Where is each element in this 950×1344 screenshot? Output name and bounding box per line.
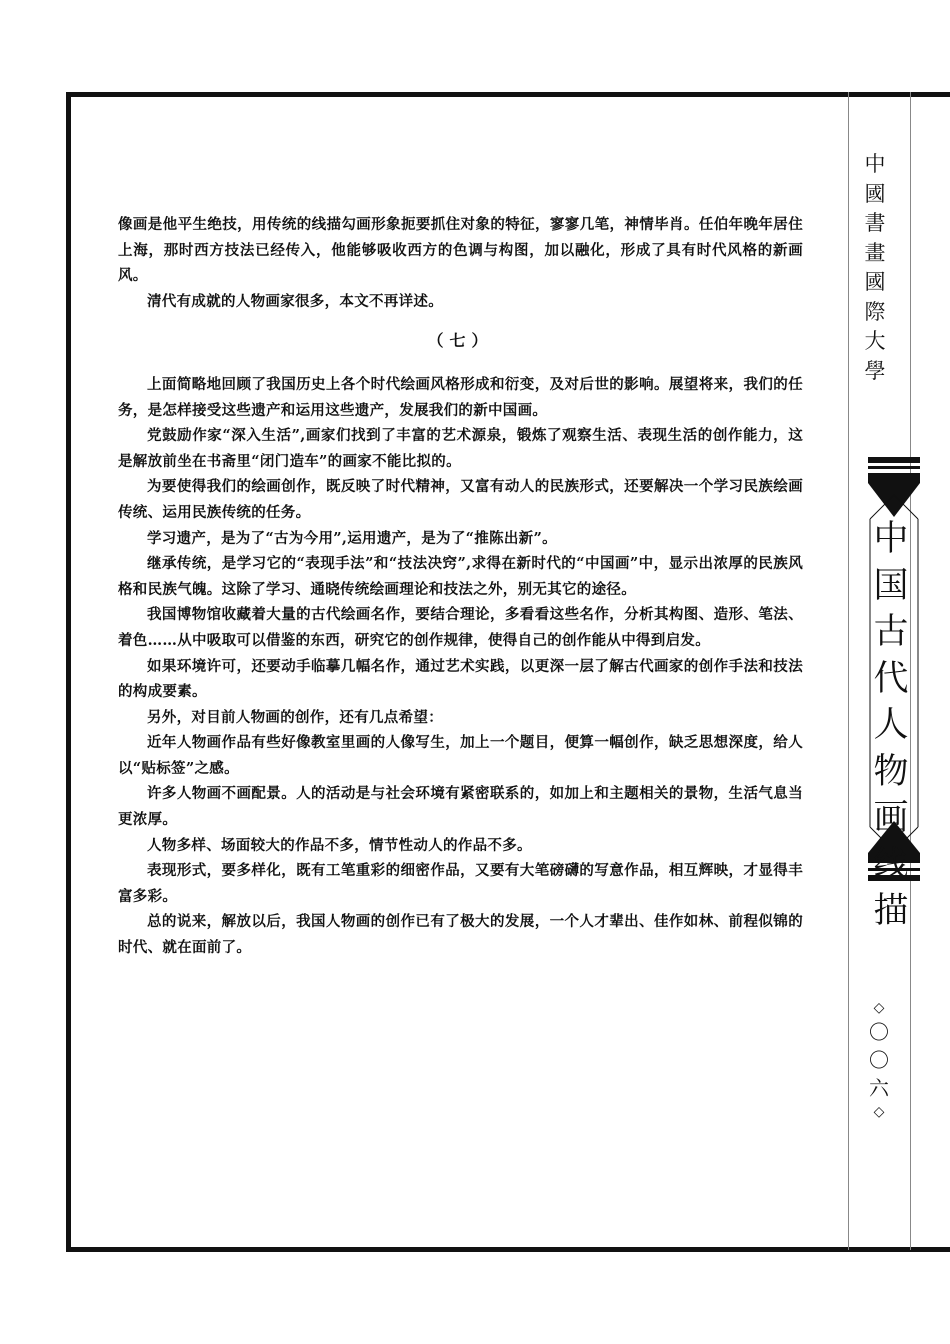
brand-char: 國 bbox=[864, 181, 886, 206]
page-frame-top-border bbox=[66, 92, 950, 97]
title-char: 中 bbox=[873, 519, 909, 559]
main-text-body bbox=[118, 212, 803, 961]
publisher-brand-vertical bbox=[858, 150, 892, 386]
brand-char: 中 bbox=[864, 152, 886, 176]
title-char: 人 bbox=[873, 705, 909, 745]
brand-char: 書 bbox=[864, 211, 886, 235]
brand-char: 學 bbox=[864, 358, 886, 383]
diamond-icon: ◇ bbox=[873, 1104, 885, 1120]
page-number-char: 六 bbox=[869, 1076, 889, 1100]
title-char: 国 bbox=[873, 565, 909, 606]
paragraph: 学习遗产，是为了“古为今用”,运用遗产，是为了“推陈出新”。 bbox=[147, 529, 557, 547]
paragraph: 如果环境许可，还要动手临摹几幅名作，通过艺术实践，以更深一层了解古代画家的创作手法和技法的构成要素。 bbox=[118, 657, 803, 701]
brand-char: 際 bbox=[864, 299, 886, 324]
sidebar-divider-line bbox=[848, 92, 849, 1250]
title-char: 描 bbox=[873, 891, 909, 931]
paragraph: 我国博物馆收藏着大量的古代绘画名作，要结合理论，多看看这些名作，分析其构图、造形、笔法、着色……从中吸取可以借鉴的东西，研究它的创作规律，使得自己的创作能从中得到启发。 bbox=[118, 606, 803, 649]
paragraph: 人物多样、场面较大的作品不多，情节性动人的作品不多。 bbox=[147, 836, 532, 854]
page-frame-bottom-border bbox=[66, 1247, 950, 1252]
page-frame-left-border bbox=[66, 92, 71, 1252]
paragraph: 另外，对目前人物画的创作，还有几点希望： bbox=[147, 708, 443, 726]
brand-char: 國 bbox=[864, 270, 886, 294]
brand-char: 大 bbox=[864, 329, 886, 353]
diamond-icon: ◇ bbox=[873, 1000, 885, 1016]
page-number-char: 〇 bbox=[869, 1048, 889, 1072]
title-char: 物 bbox=[873, 751, 909, 792]
title-char: 代 bbox=[873, 658, 909, 699]
title-char: 线 bbox=[873, 844, 909, 885]
paragraph: 继承传统，是学习它的“表现手法”和“技法决窍”,求得在新时代的“中国画”中，显示出浓厚的民族风格和民族气魄。这除了学习、通晓传统绘画理论和技法之外，别无其它的途径。 bbox=[118, 555, 803, 598]
title-char: 画 bbox=[873, 798, 909, 838]
paragraph: 总的说来，解放以后，我国人物画的创作已有了极大的发展，一个人才辈出、佳作如林、前程似锦的时代、就在面前了。 bbox=[118, 913, 803, 957]
page-number-vertical bbox=[862, 998, 896, 1122]
paragraph: 为要使得我们的绘画创作，既反映了时代精神，又富有动人的民族形式，还要解决一个学习民族绘画传统、运用民族传统的任务。 bbox=[118, 478, 803, 521]
paragraph: 近年人物画作品有些好像教室里画的人像写生，加上一个题目，便算一幅创作，缺乏思想深度，给人以“贴标签”之感。 bbox=[118, 734, 803, 777]
paragraph: 表现形式，要多样化，既有工笔重彩的细密作品，又要有大笔磅礴的写意作品，相互辉映，才显得丰富多彩。 bbox=[118, 862, 803, 905]
section-heading: （七） bbox=[427, 331, 494, 351]
paragraph: 清代有成就的人物画家很多，本文不再详述。 bbox=[147, 292, 443, 310]
paragraph: 上面简略地回顾了我国历史上各个时代绘画风格形成和衍变，及对后世的影响。展望将来，我们的任务，是怎样接受这些遗产和运用这些遗产，发展我们的新中国画。 bbox=[118, 375, 803, 419]
title-char: 古 bbox=[873, 612, 909, 652]
paragraph: 党鼓励作家“深入生活”,画家们找到了丰富的艺术源泉，锻炼了观察生活、表现生活的创作能力，这是解放前坐在书斋里“闭门造车”的画家不能比拟的。 bbox=[118, 427, 803, 470]
paragraph: 像画是他平生绝技，用传统的线描勾画形象扼要抓住对象的特征，寥寥几笔，神情毕肖。任伯年晚年居住上海，那时西方技法已经传入，他能够吸收西方的色调与构图，加以融化，形成了具有时代风格的新画风。 bbox=[118, 216, 803, 285]
book-title-vertical bbox=[868, 516, 914, 935]
page-number-char: 〇 bbox=[869, 1020, 889, 1044]
brand-char: 畫 bbox=[864, 240, 886, 265]
paragraph: 许多人物画不画配景。人的活动是与社会环境有紧密联系的，如加上和主题相关的景物，生活气息当更浓厚。 bbox=[118, 785, 803, 829]
